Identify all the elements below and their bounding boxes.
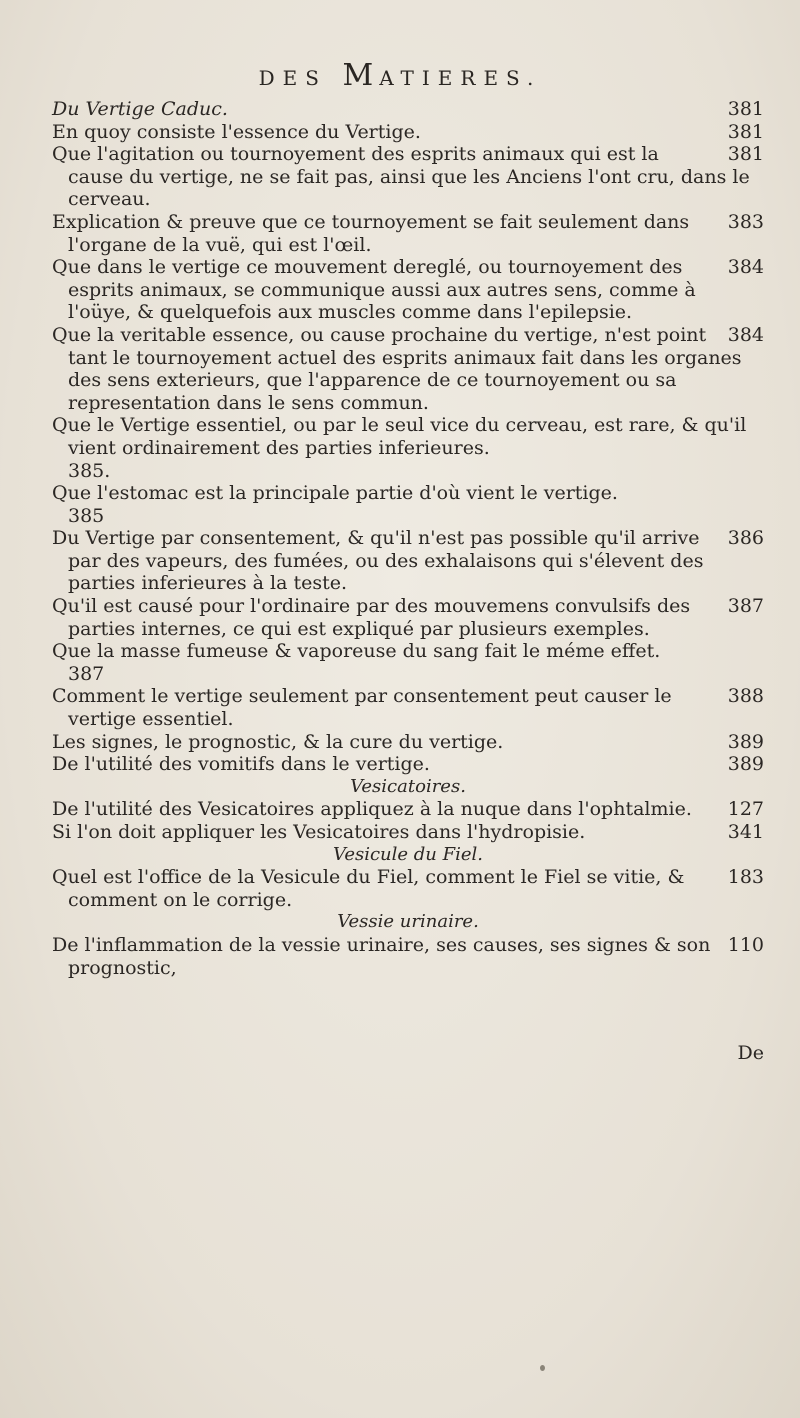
entry-text: Que l'agitation ou tournoyement des esprits animaux qui est la cause du vertige, ne se fait pas, ainsi que les Anciens l'ont cru, dans le cerveau.: [52, 143, 750, 211]
entry-text: De l'utilité des Vesicatoires appliquez à la nuque dans l'ophtalmie.: [52, 798, 692, 821]
entry-text: De l'utilité des vomitifs dans le vertige.: [52, 753, 430, 776]
section-heading: Vesicule du Fiel.: [332, 843, 483, 865]
header-prefix: DES: [258, 66, 327, 90]
page-number: 183: [727, 866, 764, 889]
index-entry: [52, 324, 764, 414]
header-initial: M: [342, 58, 380, 93]
page-number: 388: [727, 685, 764, 708]
running-header: [0, 58, 800, 93]
entry-text: Quel est l'office de la Vesicule du Fiel, comment le Fiel se vitie, & comment on le corrige.: [52, 866, 685, 911]
entry-text: Du Vertige par consentement, & qu'il n'est pas possible qu'il arrive par des vapeurs, des fumées, ou des exhalaisons qui s'élevent des parties inferieures à la teste.: [52, 527, 704, 595]
entry-text: Que le Vertige essentiel, ou par le seul vice du cerveau, est rare, & qu'il vient ordinairement des parties inferieures.: [52, 414, 747, 459]
index-entry: [52, 731, 764, 754]
page-number: 381: [727, 98, 764, 120]
index-entry: [52, 414, 764, 459]
page-number: 384: [727, 256, 764, 279]
index-entry: [52, 256, 764, 324]
entry-text: Que l'estomac est la principale partie d'où vient le vertige.: [52, 482, 618, 505]
index-entry: [52, 143, 764, 211]
page-number: 127: [727, 798, 764, 821]
index-entry: [52, 685, 764, 730]
entry-text: Qu'il est causé pour l'ordinaire par des mouvemens convulsifs des parties internes, ce qui est expliqué par plusieurs exemples.: [52, 595, 691, 640]
page-number: 341: [727, 821, 764, 843]
entry-text: De l'inflammation de la vessie urinaire, ses causes, ses signes & son prognostic,: [52, 933, 711, 979]
paper-speck: [540, 1365, 545, 1371]
page-number: 389: [727, 753, 764, 776]
entry-text: Que la veritable essence, ou cause prochaine du vertige, n'est point tant le tournoyement actuel des esprits animaux fait dans les organes des sens exterieurs, que l'apparence de ce tournoyement ou sa representation dans le sens commun.: [52, 323, 742, 414]
entry-text: Du Vertige Caduc.: [52, 98, 228, 120]
header-rest: ATIERES.: [379, 66, 542, 90]
index-entry: [52, 595, 764, 640]
index-content: [52, 98, 764, 979]
entry-text: Que dans le vertige ce mouvement dereglé, ou tournoyement des esprits animaux, se communique aussi aux autres sens, comme à l'oüye, & quelquefois aux muscles comme dans l'epilepsie.: [52, 256, 696, 324]
page-number: 387: [727, 595, 764, 618]
index-entry: [52, 866, 764, 911]
index-entry: [52, 121, 764, 144]
page-number: 383: [727, 210, 764, 233]
index-entry: [52, 98, 764, 121]
index-entry: [52, 527, 764, 595]
entry-text: Explication & preuve que ce tournoyement se fait seulement dans l'organe de la vuë, qui est l'œil.: [52, 210, 690, 256]
page-number: 381: [727, 120, 764, 143]
entry-text: Que la masse fumeuse & vaporeuse du sang fait le méme effet.: [52, 640, 661, 663]
entry-text: Comment le vertige seulement par consentement peut causer le vertige essentiel.: [52, 685, 672, 731]
index-entry: [52, 482, 764, 505]
page-number: 385.: [68, 459, 111, 482]
entry-text: En quoy consiste l'essence du Vertige.: [52, 120, 421, 143]
catchword: De: [737, 1042, 764, 1064]
page-number: 381: [727, 143, 764, 166]
section-heading: Vessie urinaire.: [337, 911, 479, 933]
index-entry: [52, 640, 764, 663]
entry-text: Les signes, le prognostic, & la cure du vertige.: [52, 730, 504, 753]
page-number: 389: [727, 730, 764, 753]
page-number: 110: [727, 933, 764, 956]
index-entry: [52, 753, 764, 776]
index-entry: [52, 211, 764, 256]
page-number: 384: [727, 323, 764, 346]
page-number: 386: [727, 527, 764, 550]
page-number: 385: [68, 504, 105, 527]
index-entry: [52, 934, 764, 979]
section-heading: Vesicatoires.: [350, 775, 466, 797]
page-number: 387: [68, 662, 105, 685]
entry-text: Si l'on doit appliquer les Vesicatoires dans l'hydropisie.: [52, 821, 586, 843]
index-entry: [52, 821, 764, 844]
index-entry: [52, 798, 764, 821]
